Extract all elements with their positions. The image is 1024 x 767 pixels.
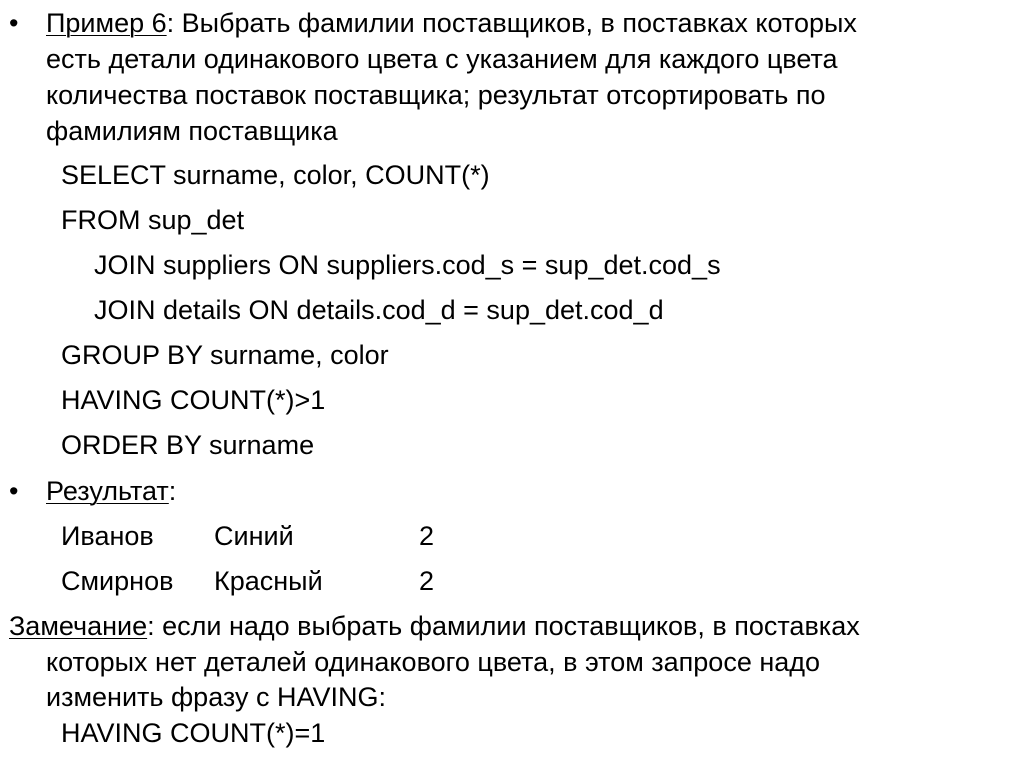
note-code: HAVING COUNT(*)=1 — [61, 718, 326, 748]
note-label: Замечание — [9, 611, 148, 641]
bullet-result: • — [9, 476, 19, 506]
note-line-2: которых нет деталей одинакового цвета, в этом запросе надо — [46, 647, 821, 677]
result-count: 2 — [419, 521, 435, 551]
result-heading — [46, 474, 176, 508]
sql-select: SELECT surname, color, COUNT(*) — [61, 160, 490, 190]
example-line-4: фамилиям поставщика — [46, 116, 338, 146]
example-line-2: есть детали одинакового цвета с указанием для каждого цвета — [46, 44, 838, 74]
result-surname: Смирнов — [61, 566, 174, 596]
result-color: Красный — [214, 566, 323, 596]
note-text-1: : если надо выбрать фамилии поставщиков, в поставках — [147, 611, 860, 641]
example-line-3: количества поставок поставщика; результат отсортировать по — [46, 80, 826, 110]
example-line-1 — [46, 6, 857, 40]
result-count: 2 — [419, 566, 435, 596]
result-surname: Иванов — [61, 521, 154, 551]
sql-having: HAVING COUNT(*)>1 — [61, 385, 326, 415]
sql-join-details: JOIN details ON details.cod_d = sup_det.cod_d — [94, 295, 664, 325]
result-color: Синий — [214, 521, 294, 551]
result-label: Результат — [46, 476, 169, 506]
note-line-1 — [9, 609, 860, 643]
sql-group-by: GROUP BY surname, color — [61, 340, 389, 370]
bullet-example: • — [9, 8, 19, 38]
result-colon: : — [168, 476, 177, 506]
note-line-3: изменить фразу с HAVING: — [46, 682, 387, 712]
sql-order-by: ORDER BY surname — [61, 430, 315, 460]
example-label: Пример 6 — [46, 8, 167, 38]
example-text-1: : Выбрать фамилии поставщиков, в поставках которых — [166, 8, 857, 38]
sql-from: FROM sup_det — [61, 205, 245, 235]
sql-join-suppliers: JOIN suppliers ON suppliers.cod_s = sup_det.cod_s — [94, 250, 721, 280]
